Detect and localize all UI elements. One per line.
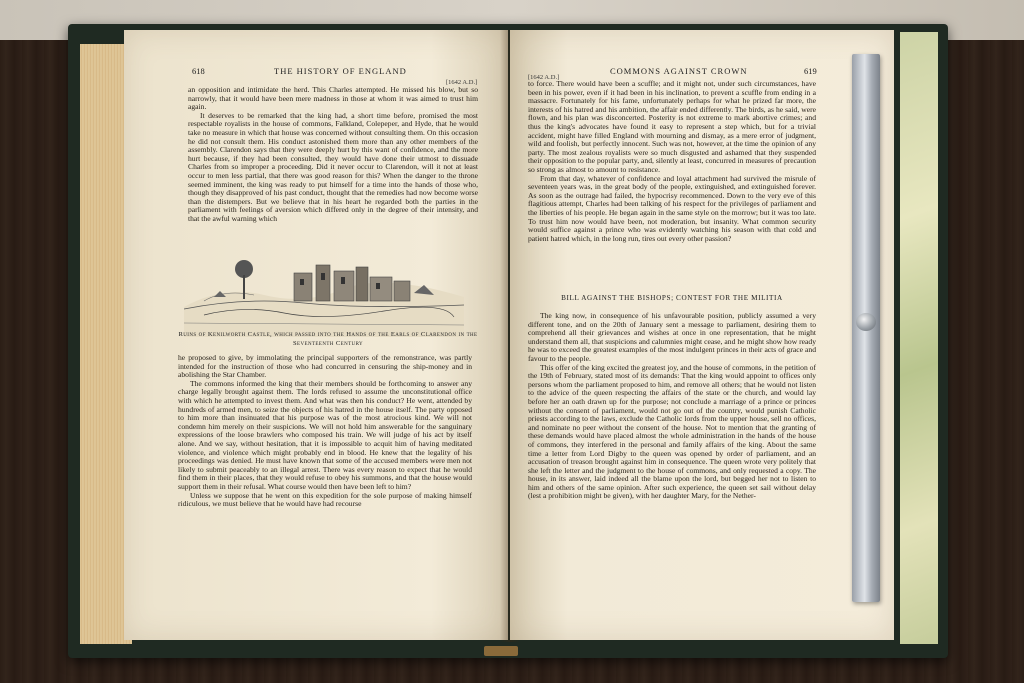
left-bottom-text (178, 354, 472, 509)
running-head: COMMONS AGAINST CROWN (610, 66, 748, 76)
headband (484, 646, 518, 656)
page-number: 619 (804, 66, 817, 76)
paragraph: This offer of the king excited the greatest joy, and the house of commons, in the petition of the 19th of February, stated most of its demands: That the king would appoint to offices only persons whom the parliament proposed to him, and remove all others; that he would not listen to the advice of the queen respecting the affairs of the state or the church, and would lay before her an oath drawn up for the purpose; not conclude a marriage of a prince or princes without the consent of parliament, would not go out of the country, would punish Catholic priests according to the laws, exclude the Catholic lords from the upper house, sell no offices, and nominate no peer without the consent of the house. Not to mention that the granting of these demands would have placed almost the whole administration in the hands of the house of commons, they interfered in the personal and family affairs of the king. About the same time a letter from Lord Digby to the queen was opened by order of parliament, and an accusation of treason brought against him in consequence. The queen wrote very politely that she left the letter and the judgment to the house of commons, and only requested a copy. The house, in its answer, laid indeed all the blame upon the lord, but begged her not to listen to him and others of the same opinion. After such experience, the queen set sail without delay (lest a prohibition might be given), with her daughter Mary, for the Nether- (528, 362, 816, 501)
left-page (124, 30, 508, 640)
bookmark-rivet (856, 313, 876, 331)
page-number: 618 (192, 66, 205, 76)
section-heading: BILL AGAINST THE BISHOPS; CONTEST FOR THE MILITIA (561, 294, 783, 302)
kenilworth-castle-engraving (184, 245, 464, 337)
paragraph: It deserves to be remarked that the king had, a short time before, promised the most respectable royalists in the house of commons, Falkland, Colepeper, and Hyde, that he would take no measure in which that house was concerned without consulting them. On this occasion he did not consult them. His conduct astonished them more than any other members of the assembly. Clarendon says that they were deeply hurt by this want of confidence, and the more hurt because, if they had been consulted, they would have done their utmost to dissuade Charles from so improper a proceeding. Did it never occur to Clarendon, will it not at least occur to men less partial, that there was good reason for this? When the danger to the throne seemed imminent, the king was ready to put himself for a time into the hands of those who, though they disapproved of his past conduct, thought that the remedies had now become worse than the distempers. But we believe that in his heart he regarded both the parties in the parliament with feelings of aversion which differed only in the degree of their intensity, and that the awful warning which (188, 110, 478, 223)
paragraph: Unless we suppose that he went on this expedition for the sole purpose of making himself ridiculous, we must believe that he would have had recourse (178, 490, 472, 509)
paragraph: an opposition and intimidate the herd. This Charles attempted. He missed his blow, but so narrowly, that it would have been mere madness in those at whom it was aimed to trust him again. (188, 85, 478, 112)
date-tag: [1642 A.D.] (446, 79, 478, 86)
marbled-endpaper (900, 32, 938, 644)
left-top-text (188, 86, 478, 224)
paragraph: to force. There would have been a scuffle; and it might not, under such circumstances, have been in his power, even if it had been in his inclination, to prevent a scuffle from ending in a massacre. Fortunately for his fame, unfortunately perhaps for what he prized far more, the interests of his hatred and his ambition, the affair ended differently. The birds, as he said, were flown, and his plan was disconcerted. Posterity is not extreme to mark abortive crimes; and thus the king's advocates have found it easy to represent a step which, but for a trivial accident, might have filled England with mourning and dismay, as a mere error of judgment, wild and foolish, but perfectly innocent. Such was not, however, at the time the opinion of any party. The most zealous royalists were so much disgusted and ashamed that they suspended their opposition to the popular party, and, silently at least, concurred in measures of precaution so strong as almost to amount to resistance. (528, 79, 816, 174)
paragraph: The commons informed the king that their members should be forthcoming to answer any charge legally brought against them. The lords refused to assume the unconstitutional office with which he attempted to invest them. And what was then his conduct? He went, attended by hundreds of armed men, to seize the objects of his hatred in the house itself. The party opposed to him more than insinuated that his purpose was of the most atrocious kind. We will not condemn him merely on their suspicions. We will not hold him answerable for the sanguinary expressions of the loose brawlers who composed his train. We will judge of his act by itself alone. And we say, without hesitation, that it is impossible to acquit him of having meditated violence, and violence which might probably end in blood. He knew that the legality of his proceedings was denied. He must have known that some of the accused members were men not likely to submit peaceably to an illegal arrest. There was every reason to expect that he would find them in their places, that they would refuse to obey his summons, and that the house would support them in their refusal. What course would then have been left to him? (178, 378, 472, 491)
right-top-text (528, 80, 816, 243)
right-bottom-text (528, 312, 816, 501)
paragraph: The king now, in consequence of his unfavourable position, publicly assumed a very different tone, and on the 20th of January sent a message to parliament, desiring them to comprehend all their grievances and wishes at once in one representation, that he might understand them all, that suspicions and calumnies might cease, and he might show how ready he was to exceed the greatest examples of the most indulgent princes in their acts of grace and favour to the people. (528, 311, 816, 363)
paragraph: From that day, whatever of confidence and loyal attachment had survived the misrule of seventeen years was, in the great body of the people, extinguished, and extinguished forever. As soon as the outrage had failed, the hypocrisy recommenced. Down to the very eve of this flagitious attempt, Charles had been talking of his respect for the privileges of parliament and the liberties of his people. He began again in the same style on the morrow; but it was too late. To trust him now would have been, not moderation, but insanity. What common security would suffice against a prince who was evidently watching his season with that cold and patient hatred which, in the long run, tires out every other passion? (528, 173, 816, 243)
figure-caption: Ruins of Kenilworth Castle, which passed into the Hands of the Earls of Clarendon in the Seventeenth Century (178, 331, 478, 347)
date-tag: [1642 A.D.] (528, 74, 560, 81)
right-page (510, 30, 894, 640)
running-head: THE HISTORY OF ENGLAND (274, 66, 407, 76)
paragraph: he proposed to give, by immolating the principal supporters of the remonstrance, was partly intended for the instruction of those who had concurred in censuring the ship-money and in abolishing the Star Chamber. (178, 353, 472, 380)
